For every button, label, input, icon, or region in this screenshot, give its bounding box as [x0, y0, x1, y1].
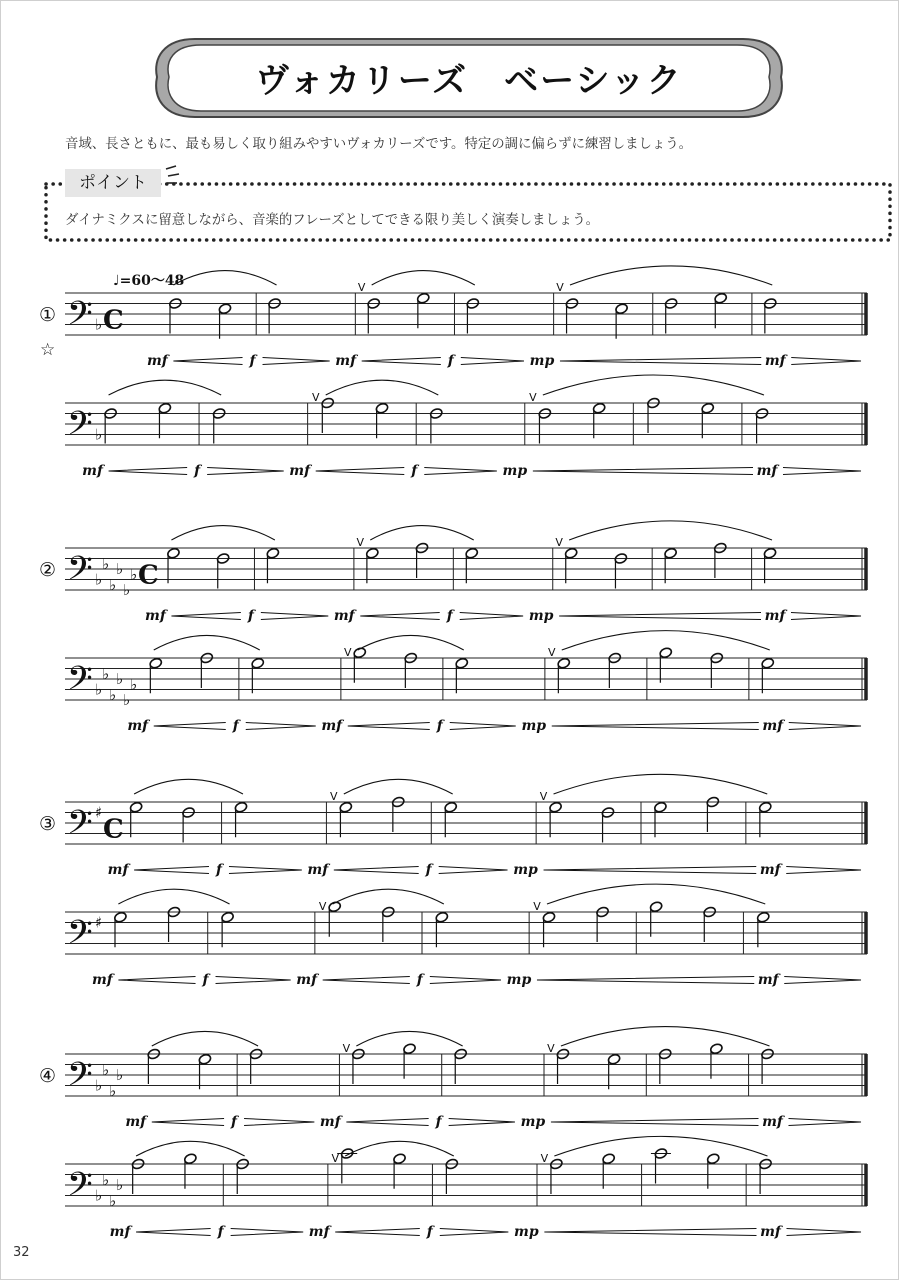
page-number: 32 [13, 1245, 30, 1260]
decrescendo-hairpin [460, 613, 523, 620]
crescendo-hairpin [171, 613, 240, 620]
dynamic-f: f [446, 608, 453, 624]
decrescendo-hairpin [783, 468, 861, 475]
dynamic-mf: mf [757, 972, 779, 988]
dynamic-f: f [416, 972, 423, 988]
dynamic-f: f [411, 463, 418, 479]
dynamic-mf: mf [321, 718, 343, 734]
star-icon: ☆ [40, 340, 56, 360]
dynamic-mp: mp [513, 862, 538, 878]
decrescendo-hairpin [229, 867, 302, 874]
dynamic-mf: mf [308, 1224, 330, 1240]
decrescendo-hairpin [791, 358, 861, 365]
crescendo-hairpin [346, 1119, 428, 1126]
bass-clef-icon: 𝄢 [67, 804, 93, 850]
dynamic-mf: mf [125, 1114, 147, 1130]
time-signature: C [103, 305, 124, 336]
phrase-slur [171, 526, 274, 540]
crescendo-hairpin [323, 977, 410, 984]
point-label: ポイント [65, 169, 161, 197]
crescendo-hairpin [334, 867, 419, 874]
flat-accidental: ♭ [95, 680, 103, 699]
decrescendo-hairpin [461, 358, 524, 365]
decrescendo-hairpin [216, 977, 291, 984]
decrescendo-hairpin [791, 613, 861, 620]
dynamic-f: f [231, 1114, 238, 1130]
phrase-slur [109, 380, 222, 395]
phrase-slur [547, 884, 765, 904]
dynamic-mf: mf [91, 972, 113, 988]
dynamic-mf: mf [333, 608, 355, 624]
dynamic-mf: mf [335, 353, 357, 369]
dynamic-mf: mf [289, 463, 311, 479]
crescendo-hairpin [152, 1119, 224, 1126]
decrescendo-hairpin [789, 723, 861, 730]
decrescendo-hairpin [430, 977, 501, 984]
dynamic-f: f [249, 353, 256, 369]
breath-mark: V [529, 391, 537, 404]
dynamic-mp: mp [520, 1114, 546, 1130]
breath-mark: V [547, 646, 556, 659]
flat-accidental: ♭ [130, 675, 138, 694]
dynamic-mp: mp [521, 718, 547, 734]
tempo-mark: ♩=60～48 [113, 273, 185, 289]
intro-text: 音域、長さともに、最も易しく取り組みやすいヴォカリーズです。特定の調に偏らずに練習しましょう。 [65, 137, 693, 152]
flat-accidental: ♭ [116, 1066, 124, 1084]
phrase-slur [561, 1027, 770, 1046]
dynamic-mf: mf [307, 862, 329, 878]
crescendo-hairpin [551, 1119, 759, 1126]
phrase-slur [154, 635, 260, 650]
breath-mark: V [311, 391, 320, 404]
dynamic-mf: mf [759, 862, 781, 878]
flat-accidental: ♭ [109, 1081, 117, 1100]
bass-clef-icon: 𝄢 [67, 1166, 93, 1212]
flat-accidental: ♭ [102, 1060, 110, 1079]
page-title: ヴォカリーズ ベーシック [255, 60, 683, 101]
dynamic-f: f [202, 972, 209, 988]
breath-mark: V [318, 900, 327, 913]
flat-accidental: ♭ [116, 1176, 124, 1194]
dynamic-mf: mf [145, 608, 166, 624]
flat-accidental: ♭ [102, 664, 110, 683]
time-signature: C [138, 560, 159, 591]
dynamic-mf: mf [756, 463, 778, 479]
dynamic-f: f [436, 718, 443, 734]
dynamic-mf: mf [762, 718, 784, 734]
flat-accidental: ♭ [116, 560, 124, 578]
breath-mark: V [556, 281, 564, 294]
breath-mark: V [330, 790, 338, 803]
dynamic-f: f [194, 463, 201, 479]
sharp-accidental: ♯ [95, 913, 103, 932]
dynamic-mp: mp [502, 463, 528, 479]
decrescendo-hairpin [207, 468, 284, 475]
dynamic-mf: mf [760, 1224, 781, 1240]
dynamic-mf: mf [82, 463, 103, 479]
decrescendo-hairpin [246, 723, 316, 730]
crescendo-hairpin [362, 358, 441, 365]
breath-mark: V [342, 1042, 351, 1055]
breath-mark: V [533, 900, 541, 913]
breath-mark: V [539, 790, 548, 803]
crescendo-hairpin [552, 723, 759, 730]
flat-accidental: ♭ [130, 565, 138, 584]
dynamic-f: f [447, 353, 454, 369]
dynamic-f: f [435, 1114, 442, 1130]
dynamic-f: f [232, 718, 239, 734]
crescendo-hairpin [348, 723, 430, 730]
flat-accidental: ♭ [95, 1186, 103, 1205]
crescendo-hairpin [154, 723, 226, 730]
decrescendo-hairpin [440, 1229, 509, 1236]
sharp-accidental: ♯ [95, 803, 103, 822]
crescendo-hairpin [134, 867, 209, 874]
flat-accidental: ♭ [116, 670, 124, 688]
dynamic-f: f [217, 1224, 224, 1240]
dynamic-mf: mf [762, 1114, 783, 1130]
phrase-slur [370, 526, 473, 540]
dynamic-mf: mf [109, 1224, 131, 1240]
phrase-slur [173, 271, 276, 285]
bass-clef-icon: 𝄢 [67, 295, 93, 341]
dynamic-mf: mf [107, 862, 129, 878]
decrescendo-hairpin [263, 358, 330, 365]
flat-accidental: ♭ [109, 1191, 117, 1210]
crescendo-hairpin [136, 1229, 211, 1236]
crescendo-hairpin [544, 867, 757, 874]
dynamic-mf: mf [319, 1114, 341, 1130]
crescendo-hairpin [173, 358, 242, 365]
bass-clef-icon: 𝄢 [67, 1056, 93, 1102]
flat-accidental: ♭ [123, 581, 131, 599]
point-text: ダイナミクスに留意しながら、音楽的フレーズとしてできる限り美しく演奏しましょう。 [65, 213, 600, 228]
bass-clef-icon: 𝄢 [67, 405, 93, 451]
bass-clef-icon: 𝄢 [67, 550, 93, 596]
decrescendo-hairpin [449, 1119, 515, 1126]
phrase-slur [562, 631, 770, 650]
time-signature: C [103, 814, 124, 845]
dynamic-mf: mf [296, 972, 318, 988]
flat-accidental: ♭ [102, 554, 110, 573]
dynamic-mp: mp [506, 972, 532, 988]
decrescendo-hairpin [439, 867, 508, 874]
breath-mark: V [356, 536, 365, 549]
crescendo-hairpin [559, 613, 761, 620]
phrase-slur [543, 375, 764, 395]
flat-accidental: ♭ [102, 1170, 110, 1189]
score-area [1, 1, 899, 1281]
breath-mark: V [331, 1152, 339, 1165]
phrase-slur [344, 779, 453, 794]
decrescendo-hairpin [787, 1229, 862, 1236]
phrase-slur [152, 1031, 258, 1046]
flat-accidental: ♭ [109, 685, 117, 704]
flat-accidental: ♭ [95, 570, 103, 589]
breath-mark: V [555, 536, 563, 549]
phrase-slur [134, 779, 243, 794]
dynamic-f: f [426, 1224, 433, 1240]
decrescendo-hairpin [424, 468, 497, 475]
phrase-slur [554, 774, 768, 794]
exercise-number: ③ [39, 813, 57, 835]
crescendo-hairpin [109, 468, 188, 475]
breath-mark: V [357, 281, 366, 294]
exercise-number: ① [39, 304, 57, 326]
crescendo-hairpin [533, 468, 753, 475]
phrase-slur [570, 266, 772, 285]
dynamic-mf: mf [764, 608, 786, 624]
breath-mark: V [540, 1152, 549, 1165]
decrescendo-hairpin [231, 1229, 304, 1236]
decrescendo-hairpin [784, 977, 861, 984]
crescendo-hairpin [544, 1229, 756, 1236]
flat-accidental: ♭ [95, 425, 103, 444]
dynamic-mp: mp [528, 608, 554, 624]
decrescendo-hairpin [786, 867, 861, 874]
crescendo-hairpin [335, 1229, 420, 1236]
exercise-number: ② [39, 559, 57, 581]
exercise-number: ④ [39, 1065, 57, 1087]
phrase-slur [326, 380, 439, 395]
phrase-slur [333, 889, 444, 904]
dynamic-mp: mp [529, 353, 555, 369]
crescendo-hairpin [537, 977, 754, 984]
crescendo-hairpin [118, 977, 195, 984]
crescendo-hairpin [560, 358, 761, 365]
flat-accidental: ♭ [109, 575, 117, 594]
dynamic-f: f [247, 608, 254, 624]
bass-clef-icon: 𝄢 [67, 914, 93, 960]
dynamic-mp: mp [514, 1224, 539, 1240]
decrescendo-hairpin [450, 723, 516, 730]
decrescendo-hairpin [261, 613, 328, 620]
flat-accidental: ♭ [123, 691, 131, 709]
decrescendo-hairpin [244, 1119, 314, 1126]
dynamic-mf: mf [764, 353, 786, 369]
breath-mark: V [343, 646, 352, 659]
dynamic-f: f [425, 862, 432, 878]
dynamic-mf: mf [127, 718, 149, 734]
crescendo-hairpin [316, 468, 405, 475]
phrase-slur [118, 889, 229, 904]
flat-accidental: ♭ [95, 1076, 103, 1095]
crescendo-hairpin [360, 613, 439, 620]
phrase-slur [358, 635, 464, 650]
dynamic-mf: mf [146, 353, 168, 369]
bass-clef-icon: 𝄢 [67, 660, 93, 706]
decrescendo-hairpin [789, 1119, 862, 1126]
phrase-slur [372, 271, 475, 285]
phrase-slur [569, 521, 772, 540]
dynamic-f: f [215, 862, 222, 878]
flat-accidental: ♭ [95, 315, 103, 334]
breath-mark: V [547, 1042, 555, 1055]
